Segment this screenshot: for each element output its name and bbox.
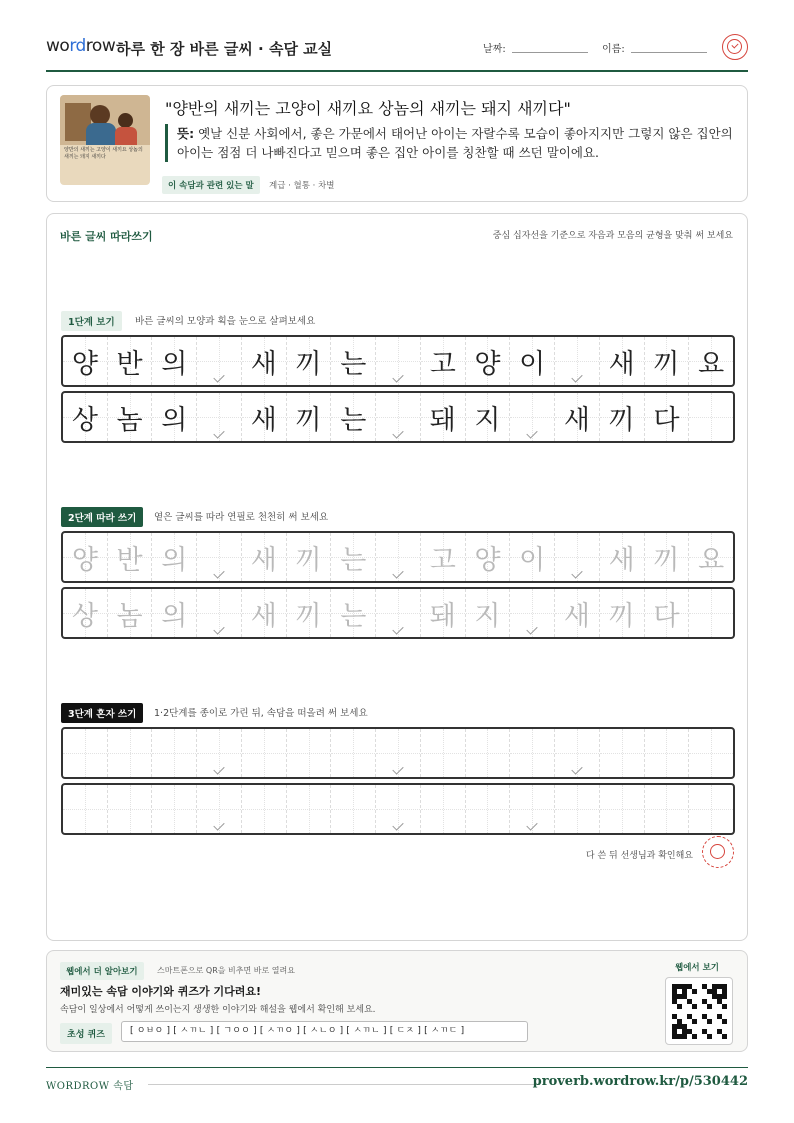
grid-char: 끼: [653, 544, 680, 576]
grid-char: 끼: [295, 544, 322, 576]
grid-char: 끼: [608, 600, 635, 632]
grid-cell[interactable]: [421, 533, 466, 581]
space-mark-icon: [392, 623, 403, 634]
grid-cell[interactable]: [152, 533, 197, 581]
step2-chip: 2단계 따라 쓰기: [61, 507, 143, 527]
grid-cell[interactable]: [555, 589, 600, 637]
grid-char: 의: [161, 404, 188, 436]
grid-char: 돼: [429, 404, 456, 436]
grid-cell: [600, 337, 645, 385]
grid-char: 끼: [295, 404, 322, 436]
grid-cell[interactable]: [331, 785, 376, 833]
grid-char: 돼: [429, 600, 456, 632]
space-mark-icon: [392, 371, 403, 382]
grid-char: 끼: [608, 404, 635, 436]
space-mark-icon: [571, 763, 582, 774]
grid-cell: [242, 337, 287, 385]
grid-char: 요: [698, 348, 725, 380]
grid-char: 는: [340, 600, 367, 632]
web-section: [46, 950, 748, 1052]
step1-row-1: [61, 335, 735, 387]
grid-cell[interactable]: [645, 533, 690, 581]
step2-desc: 옅은 글씨를 따라 연필로 천천히 써 보세요: [154, 512, 329, 523]
grid-cell[interactable]: [376, 589, 421, 637]
grid-cell[interactable]: [242, 785, 287, 833]
check-stamp-icon: [722, 34, 748, 60]
web-description: 속담이 일상에서 어떻게 쓰이는지 생생한 이야기와 해설을 웹에서 확인해 보세요.: [60, 1005, 376, 1015]
grid-cell: [63, 337, 108, 385]
grid-cell[interactable]: [242, 589, 287, 637]
grid-char: 새: [563, 404, 590, 436]
grid-cell[interactable]: [689, 533, 733, 581]
grid-cell: [510, 337, 555, 385]
grid-cell[interactable]: [555, 729, 600, 777]
qr-note: 스마트폰으로 QR을 비추면 바로 열려요: [157, 966, 295, 975]
qr-label: 웹에서 보기: [674, 963, 719, 973]
practice-section: [46, 213, 748, 941]
teacher-stamp-icon: [702, 836, 734, 868]
grid-char: 끼: [295, 348, 322, 380]
grid-cell[interactable]: [510, 785, 555, 833]
meaning-label: 뜻:: [177, 126, 195, 141]
space-mark-icon: [527, 623, 538, 634]
grid-cell: [689, 337, 733, 385]
grid-char: 상: [71, 404, 98, 436]
grid-char: 이: [519, 544, 546, 576]
grid-char: 새: [250, 404, 277, 436]
space-mark-icon: [213, 427, 224, 438]
grid-cell[interactable]: [689, 729, 733, 777]
grid-cell: [510, 393, 555, 441]
space-mark-icon: [213, 819, 224, 830]
grid-cell: [152, 393, 197, 441]
quiz-label: 초성 퀴즈: [60, 1023, 112, 1044]
qr-code[interactable]: [665, 977, 733, 1045]
grid-char: 는: [340, 404, 367, 436]
grid-cell[interactable]: [645, 729, 690, 777]
grid-char: 다: [653, 600, 680, 632]
proverb-illustration: [60, 95, 150, 185]
grid-cell[interactable]: [197, 589, 242, 637]
grid-char: 의: [161, 348, 188, 380]
step2-row-1[interactable]: [61, 531, 735, 583]
grid-cell[interactable]: [63, 729, 108, 777]
grid-cell[interactable]: [510, 589, 555, 637]
space-mark-icon: [213, 567, 224, 578]
step1-row-2: [61, 391, 735, 443]
grid-char: 고: [429, 544, 456, 576]
grid-cell: [331, 393, 376, 441]
grid-char: 끼: [295, 600, 322, 632]
grid-cell: [197, 337, 242, 385]
grid-char: 는: [340, 348, 367, 380]
grid-cell: [287, 337, 332, 385]
grid-cell[interactable]: [197, 533, 242, 581]
grid-cell[interactable]: [466, 729, 511, 777]
space-mark-icon: [392, 567, 403, 578]
grid-cell[interactable]: [600, 589, 645, 637]
grid-char: 양: [474, 544, 501, 576]
chosung-quiz: [ ㅇㅂㅇ ] [ ㅅㄲㄴ ] [ ㄱㅇㅇ ] [ ㅅㄲㅇ ] [ ㅅㄴㅇ ] [ ㅅㄲㄴ ] [ ㄷㅈ ] [ ㅅㄲㄷ ]: [121, 1021, 528, 1042]
footer-url[interactable]: proverb.wordrow.kr/p/530442: [532, 1074, 748, 1089]
proverb-card: [46, 85, 748, 202]
grid-cell[interactable]: [600, 785, 645, 833]
grid-cell[interactable]: [108, 533, 153, 581]
proverb-meaning: [165, 124, 735, 162]
grid-char: 이: [519, 348, 546, 380]
grid-cell[interactable]: [689, 589, 733, 637]
grid-char: 새: [608, 544, 635, 576]
grid-cell[interactable]: [287, 533, 332, 581]
grid-char: 새: [250, 348, 277, 380]
grid-char: 의: [161, 544, 188, 576]
grid-cell[interactable]: [331, 589, 376, 637]
date-label: 날짜:: [483, 44, 506, 55]
step1-chip: 1단계 보기: [61, 311, 122, 331]
grid-cell[interactable]: [510, 533, 555, 581]
practice-hint: 중심 십자선을 기준으로 자음과 모음의 균형을 맞춰 써 보세요: [492, 231, 733, 241]
grid-char: 반: [116, 348, 143, 380]
grid-cell: [376, 393, 421, 441]
grid-cell[interactable]: [466, 589, 511, 637]
related-words-chip: 이 속담과 관련 있는 말: [162, 176, 260, 194]
step2-row-2[interactable]: [61, 587, 735, 639]
grid-cell[interactable]: [152, 729, 197, 777]
grid-cell[interactable]: [689, 785, 733, 833]
grid-char: 지: [474, 404, 501, 436]
grid-cell[interactable]: [510, 729, 555, 777]
grid-char: 상: [71, 600, 98, 632]
grid-cell: [108, 393, 153, 441]
grid-cell[interactable]: [466, 785, 511, 833]
grid-char: 놈: [116, 404, 143, 436]
illustration-caption: 양반의 새끼는 고양이 새끼요 상놈의 새끼는 돼지 새끼다: [64, 147, 143, 160]
grid-cell[interactable]: [376, 729, 421, 777]
grid-cell[interactable]: [331, 729, 376, 777]
grid-cell: [152, 337, 197, 385]
web-more-chip: 웹에서 더 알아보기: [60, 962, 144, 980]
grid-cell[interactable]: [152, 785, 197, 833]
grid-char: 양: [474, 348, 501, 380]
grid-char: 새: [250, 544, 277, 576]
proverb-quote: "양반의 새끼는 고양이 새끼요 상놈의 새끼는 돼지 새끼다": [165, 99, 571, 118]
grid-cell[interactable]: [376, 785, 421, 833]
grid-cell: [645, 393, 690, 441]
page-header: [46, 30, 748, 72]
grid-cell: [689, 393, 733, 441]
grid-cell: [108, 337, 153, 385]
grid-cell[interactable]: [331, 533, 376, 581]
teacher-check-note: 다 쓴 뒤 선생님과 확인해요: [585, 851, 693, 861]
grid-cell: [376, 337, 421, 385]
grid-cell: [63, 393, 108, 441]
grid-cell[interactable]: [63, 785, 108, 833]
space-mark-icon: [392, 427, 403, 438]
grid-char: 의: [161, 600, 188, 632]
grid-cell: [555, 393, 600, 441]
grid-cell[interactable]: [600, 533, 645, 581]
grid-char: 끼: [653, 348, 680, 380]
grid-cell[interactable]: [421, 589, 466, 637]
grid-cell[interactable]: [466, 533, 511, 581]
grid-cell[interactable]: [555, 533, 600, 581]
footer-rule: [148, 1084, 540, 1085]
grid-char: 지: [474, 600, 501, 632]
grid-char: 양: [71, 544, 98, 576]
practice-title: 바른 글씨 따라쓰기: [60, 230, 153, 243]
grid-char: 새: [250, 600, 277, 632]
grid-cell: [421, 337, 466, 385]
step3-row-2[interactable]: [61, 783, 735, 835]
grid-cell: [287, 393, 332, 441]
space-mark-icon: [213, 623, 224, 634]
space-mark-icon: [527, 819, 538, 830]
space-mark-icon: [213, 763, 224, 774]
grid-char: 새: [563, 600, 590, 632]
step1-desc: 바른 글씨의 모양과 획을 눈으로 살펴보세요: [135, 316, 316, 327]
grid-char: 놈: [116, 600, 143, 632]
space-mark-icon: [527, 427, 538, 438]
grid-cell[interactable]: [287, 785, 332, 833]
grid-cell[interactable]: [287, 729, 332, 777]
grid-cell: [331, 337, 376, 385]
meaning-text: 옛날 신분 사회에서, 좋은 가문에서 태어난 아이는 자랄수록 모습이 좋아지지만 그렇지 않은 집안의 아이는 점점 더 나빠진다고 믿으며 좋은 집안 아이를 칭찬할 때 쓰던 말이에요.: [177, 126, 733, 160]
step3-desc: 1·2단계를 종이로 가린 뒤, 속담을 떠올려 써 보세요: [154, 708, 368, 719]
grid-cell[interactable]: [242, 729, 287, 777]
date-field[interactable]: [512, 52, 588, 53]
grid-cell: [645, 337, 690, 385]
grid-cell[interactable]: [421, 729, 466, 777]
web-headline: 재미있는 속담 이야기와 퀴즈가 기다려요!: [60, 985, 261, 998]
grid-cell: [600, 393, 645, 441]
related-tags: 계급 · 혈통 · 차별: [269, 181, 335, 191]
grid-char: 새: [608, 348, 635, 380]
grid-char: 고: [429, 348, 456, 380]
space-mark-icon: [392, 763, 403, 774]
grid-cell[interactable]: [197, 729, 242, 777]
grid-cell[interactable]: [242, 533, 287, 581]
grid-char: 반: [116, 544, 143, 576]
grid-cell: [421, 393, 466, 441]
grid-cell[interactable]: [645, 589, 690, 637]
step3-chip: 3단계 혼자 쓰기: [61, 703, 143, 723]
grid-cell[interactable]: [600, 729, 645, 777]
grid-cell[interactable]: [152, 589, 197, 637]
step3-row-1[interactable]: [61, 727, 735, 779]
grid-cell[interactable]: [197, 785, 242, 833]
grid-char: 요: [698, 544, 725, 576]
page-title: 하루 한 장 바른 글씨 · 속담 교실: [116, 40, 333, 58]
name-label: 이름:: [602, 44, 625, 55]
space-mark-icon: [571, 567, 582, 578]
grid-cell: [466, 393, 511, 441]
grid-cell[interactable]: [108, 729, 153, 777]
grid-cell: [242, 393, 287, 441]
name-field[interactable]: [631, 52, 707, 53]
grid-char: 다: [653, 404, 680, 436]
grid-cell[interactable]: [421, 785, 466, 833]
grid-cell[interactable]: [108, 589, 153, 637]
space-mark-icon: [213, 371, 224, 382]
grid-cell: [466, 337, 511, 385]
grid-cell[interactable]: [108, 785, 153, 833]
grid-cell[interactable]: [376, 533, 421, 581]
grid-cell[interactable]: [287, 589, 332, 637]
grid-cell[interactable]: [63, 533, 108, 581]
grid-cell[interactable]: [555, 785, 600, 833]
grid-cell[interactable]: [645, 785, 690, 833]
grid-cell[interactable]: [63, 589, 108, 637]
footer-brand: WORDROW 속담: [46, 1081, 134, 1092]
grid-char: 양: [71, 348, 98, 380]
footer-divider: [46, 1067, 748, 1068]
space-mark-icon: [571, 371, 582, 382]
grid-cell: [555, 337, 600, 385]
wordrow-logo: wordrow: [46, 36, 116, 56]
grid-cell: [197, 393, 242, 441]
space-mark-icon: [392, 819, 403, 830]
grid-char: 는: [340, 544, 367, 576]
